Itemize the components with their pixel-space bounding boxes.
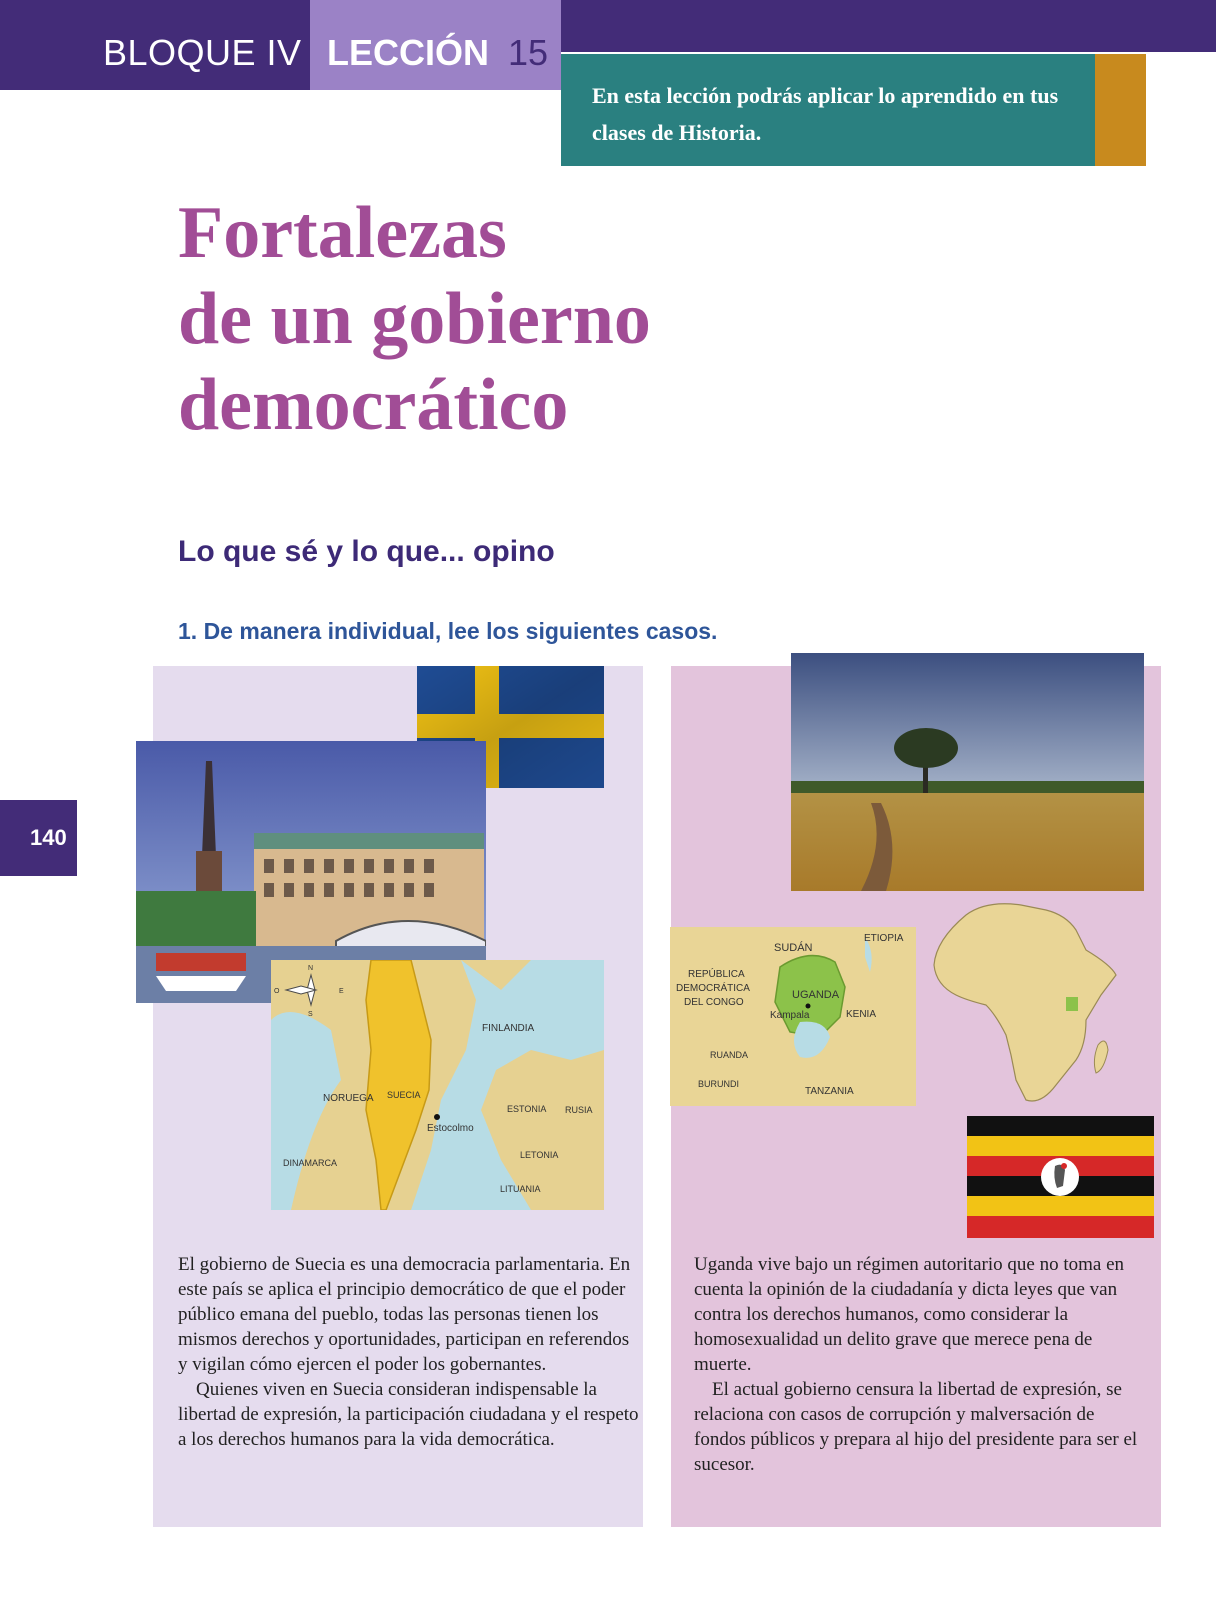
page-number: 140: [30, 825, 67, 850]
map-label-suecia: SUECIA: [387, 1090, 421, 1100]
sweden-map: [271, 960, 604, 1210]
map-label-kenia: KENIA: [846, 1009, 877, 1020]
map-label-estocolmo: Estocolmo: [427, 1123, 474, 1134]
title-line-1: Fortalezas: [178, 192, 507, 274]
map-label-uganda: UGANDA: [792, 989, 840, 1001]
uganda-flag-image: [967, 1116, 1154, 1238]
block-label: BLOQUE IV: [103, 32, 302, 73]
title-line-2: de un gobierno: [178, 278, 651, 360]
compass-s: S: [308, 1011, 313, 1018]
compass-n: N: [308, 965, 314, 972]
map-label-estonia: ESTONIA: [507, 1104, 547, 1114]
africa-map: [926, 895, 1126, 1110]
map-label-tanzania: TANZANIA: [805, 1086, 854, 1097]
map-label-noruega: NORUEGA: [323, 1093, 374, 1104]
uganda-paragraph-1: Uganda vive bajo un régimen autoritario que no toma en cuenta la opinión de la ciudadanía y dicta leyes que van contra los derechos humanos, como considerar la homosexualidad un delito grave que merece pena de muerte.: [694, 1254, 1125, 1375]
compass-e: E: [339, 988, 344, 995]
uganda-paragraph-2: El actual gobierno censura la libertad de expresión, se relaciona con casos de corrupción y malversación de fondos públicos y prepara al hijo del presidente para ser el sucesor.: [694, 1379, 1138, 1475]
lesson-number: 15: [508, 32, 549, 73]
map-label-congo-1: REPÚBLICA: [688, 969, 745, 980]
page-number-tab: [0, 800, 77, 876]
map-label-ruanda: RUANDA: [710, 1050, 749, 1060]
sweden-paragraph-1: El gobierno de Suecia es una democracia parlamentaria. En este país se aplica el principio democrático de que el poder público emana del pueblo, todas las personas tienen los mismos derechos y oportunidades, participan en referendos y vigilan cómo ejercen el poder los gobernantes.: [178, 1254, 631, 1375]
uganda-savanna-photo: [791, 653, 1144, 891]
sweden-case-text: [178, 1252, 640, 1452]
map-label-finlandia: FINLANDIA: [482, 1023, 535, 1034]
uganda-case-text: [694, 1252, 1144, 1477]
block-tab: [0, 0, 310, 90]
map-label-congo-3: DEL CONGO: [684, 997, 744, 1008]
intro-box: [561, 54, 1095, 166]
section-subtitle: Lo que sé y lo que... opino: [178, 535, 555, 568]
map-label-congo-2: DEMOCRÁTICA: [676, 983, 750, 994]
intro-text: En esta lección podrás aplicar lo aprendido en tus clases de Historia.: [592, 83, 1059, 145]
lesson-tab: [310, 0, 561, 90]
map-label-sudan: SUDÁN: [774, 942, 813, 954]
sweden-paragraph-2: Quienes viven en Suecia consideran indispensable la libertad de expresión, la participación ciudadana y el respeto a los derechos humanos para la vida democrática.: [178, 1379, 639, 1450]
lesson-label: LECCIÓN: [327, 32, 489, 73]
intro-accent-bar: [1095, 54, 1146, 166]
map-label-dinamarca: DINAMARCA: [283, 1158, 338, 1168]
map-label-rusia: RUSIA: [565, 1105, 593, 1115]
map-label-burundi: BURUNDI: [698, 1079, 740, 1089]
title-line-3: democrático: [178, 364, 569, 446]
lesson-title: [178, 190, 878, 448]
map-label-etiopia: ETIOPIA: [864, 933, 904, 944]
map-label-kampala: Kampala: [770, 1010, 810, 1021]
map-label-lituania: LITUANIA: [500, 1184, 541, 1194]
compass-o: O: [274, 988, 280, 995]
activity-instruction: 1. De manera individual, lee los siguientes casos.: [178, 618, 718, 644]
map-label-letonia: LETONIA: [520, 1150, 559, 1160]
uganda-regional-map: [670, 927, 916, 1106]
